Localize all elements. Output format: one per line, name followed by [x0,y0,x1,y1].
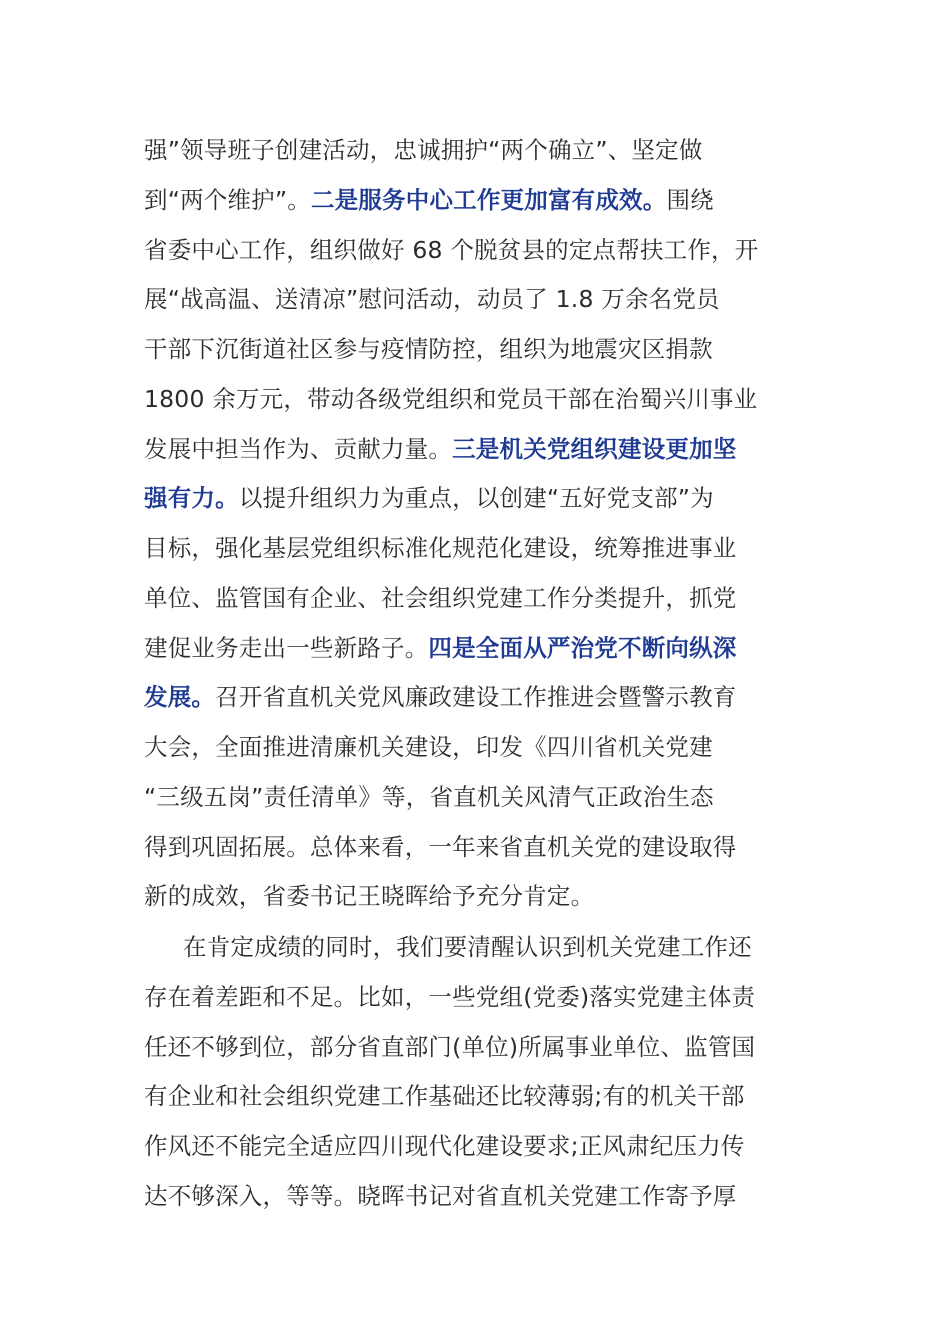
body-text: 发展中担当作为、贡献力量。 [144,434,453,463]
text-line [144,672,824,722]
text-line [144,324,824,374]
highlighted-heading-text: 二是服务中心工作更加富有成效。 [310,185,667,214]
text-line [144,374,824,424]
body-text: 存在着差距和不足。比如，一些党组(党委)落实党建主体责 [144,982,756,1011]
highlighted-heading-text: 强有力。 [144,484,239,513]
body-text: 目标，强化基层党组织标准化规范化建设，统筹推进事业 [144,534,737,562]
body-text: 新的成效，省委书记王晓晖给予充分肯定。 [144,882,595,911]
body-text: “三级五岗”责任清单》等，省直机关风清气正政治生态 [144,782,714,811]
text-line [144,772,824,822]
text-line [144,473,824,523]
body-text: 干部下沉街道社区参与疫情防控，组织为地震灾区捐款 [144,335,713,363]
text-line [144,573,824,623]
text-line [144,871,824,921]
highlighted-heading-text: 四是全面从严治党不断向纵深 [428,633,737,662]
text-line [144,623,824,673]
body-text: 到“两个维护”。 [144,185,311,214]
body-text: 1800 余万元，带动各级党组织和党员干部在治蜀兴川事业 [144,384,758,413]
body-text: 强”领导班子创建活动，忠诚拥护“两个确立”、坚定做 [144,136,703,164]
text-line [144,424,824,474]
body-text: 单位、监管国有企业、社会组织党建工作分类提升，抓党 [144,583,737,612]
body-text: 作风还不能完全适应四川现代化建设要求;正风肃纪压力传 [144,1132,745,1160]
body-text: 展“战高温、送清凉”慰问活动，动员了 1.8 万余名党员 [144,285,720,314]
body-text: 建促业务走出一些新路子。 [144,633,429,662]
text-line [183,922,863,972]
body-text: 大会，全面推进清廉机关建设，印发《四川省机关党建 [144,733,713,761]
highlighted-heading-text: 三是机关党组织建设更加坚 [452,434,737,463]
body-text: 召开省直机关党风廉政建设工作推进会暨警示教育 [215,683,737,712]
text-line [144,175,824,225]
body-text: 达不够深入，等等。晓晖书记对省直机关党建工作寄予厚 [144,1181,737,1210]
body-text: 围绕 [666,185,714,214]
text-line [144,523,824,573]
body-text: 得到巩固拓展。总体来看，一年来省直机关党的建设取得 [144,832,737,861]
text-line [144,1171,824,1221]
text-line [144,125,824,175]
text-line [144,1121,824,1171]
body-text: 任还不够到位，部分省直部门(单位)所属事业单位、监管国 [144,1032,756,1061]
body-text: 以提升组织力为重点，以创建“五好党支部”为 [238,484,714,513]
text-line [144,972,824,1022]
text-line [144,274,824,324]
highlighted-heading-text: 发展。 [144,683,216,712]
body-text: 省委中心工作，组织做好 68 个脱贫县的定点帮扶工作，开 [144,235,759,264]
text-line [144,1071,824,1121]
text-line [144,1022,824,1072]
text-line [144,225,824,275]
body-text: 有企业和社会组织党建工作基础还比较薄弱;有的机关干部 [144,1082,745,1111]
text-line [144,822,824,872]
body-text: 在肯定成绩的同时，我们要清醒认识到机关党建工作还 [183,933,752,961]
text-line [144,722,824,772]
